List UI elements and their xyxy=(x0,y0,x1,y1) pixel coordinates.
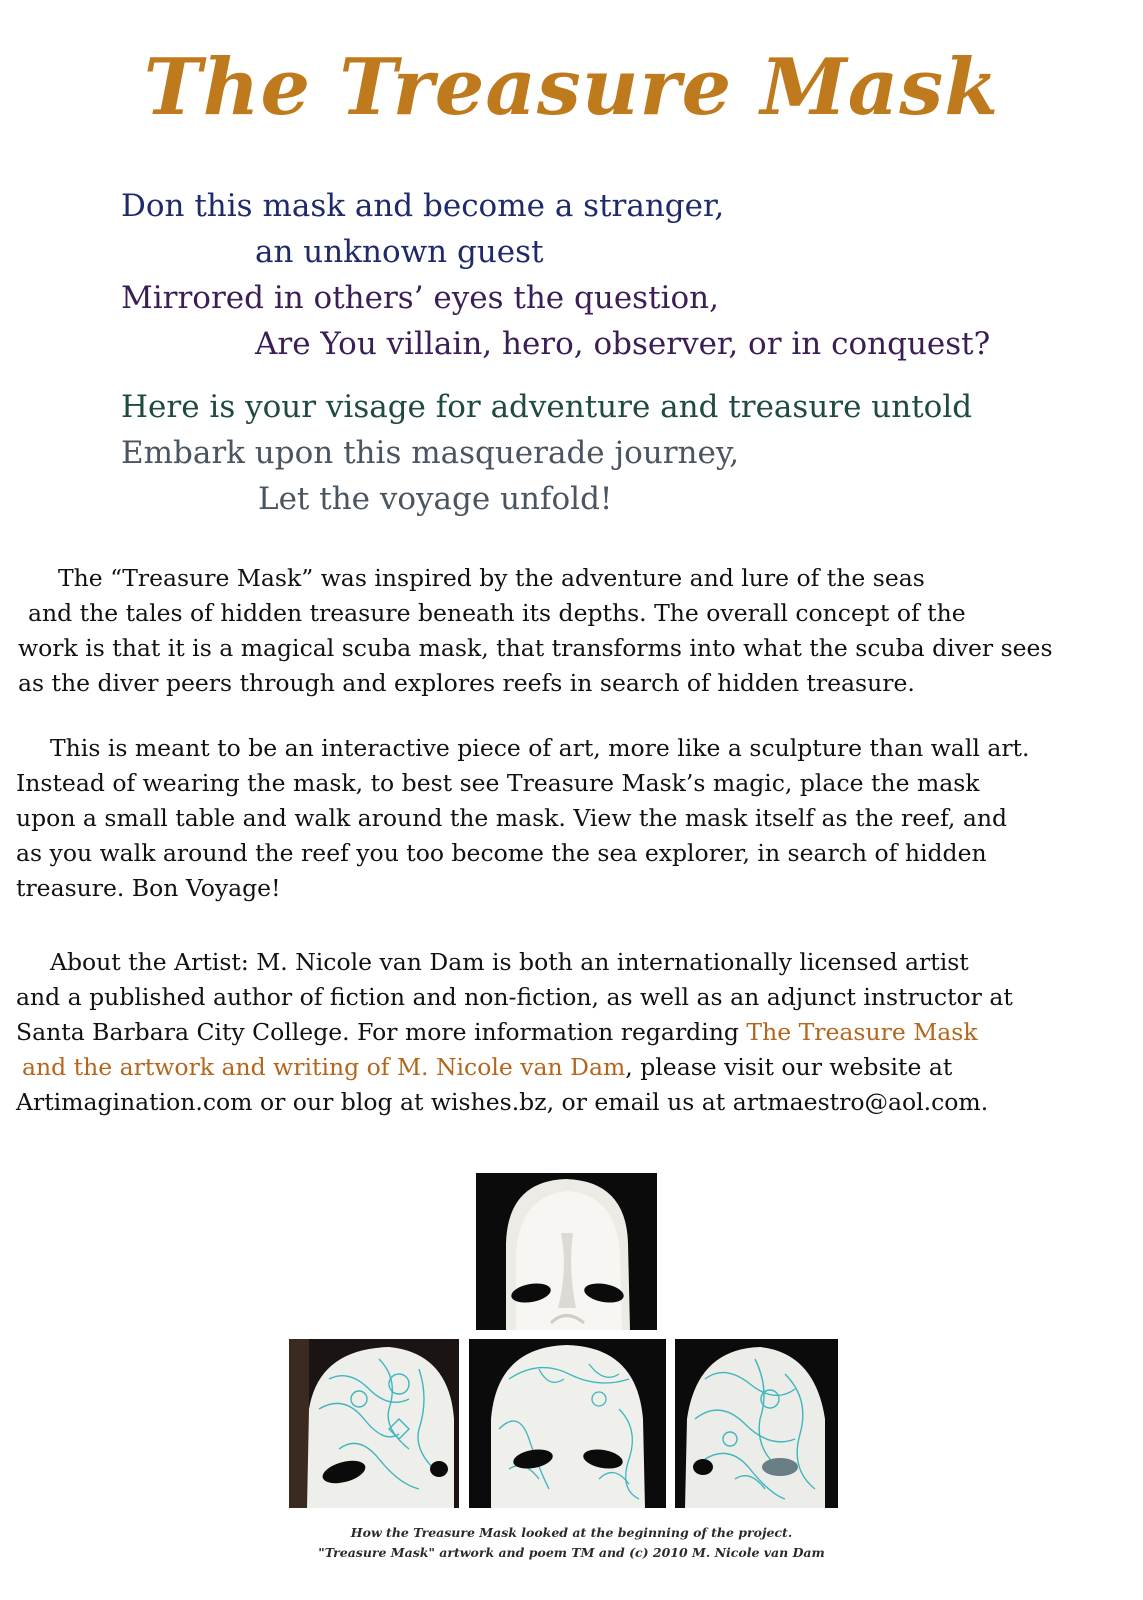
paragraph-line: and the tales of hidden treasure beneath its depths. The overall concept of the xyxy=(28,599,966,627)
caption-line-2: "Treasure Mask" artwork and poem TM and (c) 2010 M. Nicole van Dam xyxy=(318,1545,825,1560)
mask-image xyxy=(289,1339,459,1508)
mask-front-view-photo xyxy=(469,1339,666,1508)
paragraph-interactive xyxy=(16,731,1131,906)
paragraph-line xyxy=(16,1015,1131,1050)
highlight-link-artist[interactable]: and the artwork and writing of M. Nicole van Dam xyxy=(22,1053,626,1081)
highlight-link-treasure-mask[interactable]: The Treasure Mask xyxy=(746,1018,978,1046)
paragraph-text: , please visit our website at xyxy=(625,1053,953,1081)
poem-line-2: an unknown guest xyxy=(255,234,544,270)
paragraph-line: upon a small table and walk around the mask. View the mask itself as the reef, and xyxy=(16,804,1008,832)
paragraph-text: Santa Barbara City College. For more information regarding xyxy=(16,1018,747,1046)
mask-right-view-photo xyxy=(675,1339,838,1508)
paragraph-line: as you walk around the reef you too become the sea explorer, in search of hidden xyxy=(16,839,987,867)
mask-image xyxy=(476,1173,657,1330)
paragraph-line xyxy=(16,1050,1131,1085)
paragraph-line: as the diver peers through and explores reefs in search of hidden treasure. xyxy=(18,669,915,697)
mask-image xyxy=(469,1339,666,1508)
poem-line-5: Here is your visage for adventure and treasure untold xyxy=(121,389,973,425)
poem-line-7: Let the voyage unfold! xyxy=(258,481,613,517)
poem-line-4: Are You villain, hero, observer, or in conquest? xyxy=(255,326,991,362)
paragraph-line: Instead of wearing the mask, to best see Treasure Mask’s magic, place the mask xyxy=(16,769,980,797)
paragraph-line: Artimagination.com or our blog at wishes.bz, or email us at artmaestro@aol.com. xyxy=(16,1088,989,1116)
paragraph-line: The “Treasure Mask” was inspired by the adventure and lure of the seas xyxy=(58,564,925,592)
paragraph-about-artist xyxy=(16,945,1131,1120)
paragraph-line: About the Artist: M. Nicole van Dam is both an internationally licensed artist xyxy=(50,948,969,976)
caption-line-1: How the Treasure Mask looked at the beginning of the project. xyxy=(350,1525,793,1540)
paragraph-line: This is meant to be an interactive piece of art, more like a sculpture than wall art. xyxy=(50,734,1030,762)
poem-line-3: Mirrored in others’ eyes the question, xyxy=(121,280,719,316)
mask-left-view-photo xyxy=(289,1339,459,1508)
mask-image xyxy=(675,1339,838,1508)
poem-line-6: Embark upon this masquerade journey, xyxy=(121,435,740,471)
paragraph-line: treasure. Bon Voyage! xyxy=(16,874,281,902)
poem-line-1: Don this mask and become a stranger, xyxy=(121,188,725,224)
paragraph-line: work is that it is a magical scuba mask, that transforms into what the scuba diver sees xyxy=(18,634,1053,662)
paragraph-inspiration xyxy=(18,561,1133,701)
page-title: The Treasure Mask xyxy=(143,42,1000,133)
paragraph-line: and a published author of fiction and non-fiction, as well as an adjunct instructor at xyxy=(16,983,1013,1011)
plain-white-mask-photo xyxy=(476,1173,657,1330)
